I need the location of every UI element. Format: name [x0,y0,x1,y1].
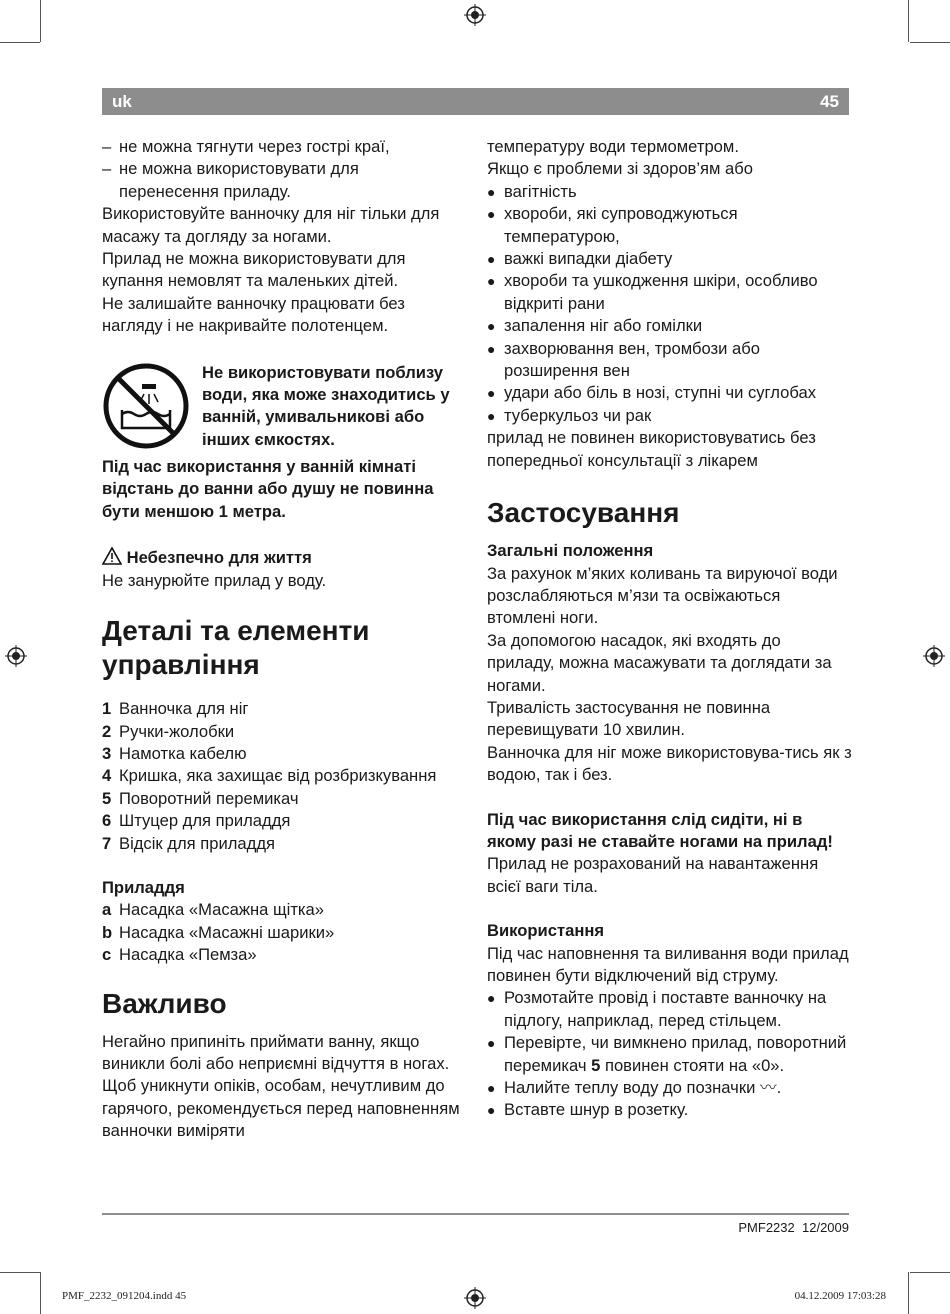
crop-mark [908,0,909,42]
list-item: 4 Кришка, яка захищає від розбризкування [102,766,437,786]
footer-model: PMF2232 12/2009 [738,1220,849,1235]
danger-body: Не занурюйте прилад у воду. [102,570,327,590]
paragraph: Використовуйте ванночку для ніг тільки для масажу та догляду за ногами. [102,204,440,246]
list-item: ● вагітність [487,181,577,201]
registration-mark-icon [923,645,945,667]
accessories-heading: Приладдя [102,877,185,897]
paragraph: Якщо є проблеми зі здоров’ям або [487,159,754,179]
footer-rule [102,1213,849,1215]
list-item: ● Розмотайте провід і поставте ванночку на підлогу, наприклад, перед стільцем. [487,988,827,1030]
right-column [487,136,852,1122]
left-column [102,136,462,1143]
list-item: c Насадка «Пемза» [102,945,257,965]
paragraph: температуру води термометром. [487,137,739,156]
paragraph: Щоб уникнути опіків, особам, нечутливим до гарячого, рекомендується перед наповненням ванночки виміряти [102,1076,460,1141]
paragraph: Прилад не розрахований на навантаження всієї ваги тіла. [487,854,819,896]
danger-title: Небезпечно для життя [102,547,462,569]
registration-mark-icon [5,645,27,667]
crop-mark [910,42,950,43]
important-heading: Важливо [102,987,227,1019]
list-item: ● туберкульоз чи рак [487,405,652,425]
list-item: ● хвороби, які супроводжуються температурою, [487,204,738,246]
paragraph: Під час наповнення та виливання води прилад повинен бути відключений від струму. [487,943,849,985]
paragraph: За рахунок м’яких коливань та вируючої води розслабляються м’язи та освіжаються втомлені ноги. [487,563,838,628]
list-item: 7 Відсік для приладдя [102,833,275,853]
water-warning-title: Не використовувати поблизу води, яка може знаходитись у ванній, умивальникові або інших ємкостях. [202,362,450,449]
list-item: ● Налийте теплу воду до позначки 〰. [487,1078,782,1098]
usage-heading: Застосування [487,497,680,529]
registration-mark-icon [464,4,486,26]
general-heading: Загальні положення [487,541,654,561]
list-item: – не можна тягнути через гострі краї, [102,137,390,156]
crop-mark [0,1272,40,1273]
no-water-icon [102,362,202,456]
water-mark-icon: 〰. [759,1078,782,1098]
paragraph: Тривалість застосування не повинна перевищувати 10 хвилин. [487,697,771,740]
water-warning-body: Під час використання у ванній кімнаті відстань до ванни або душу не повинна бути меншою 1 метра. [102,457,434,521]
list-item: 3 Намотка кабелю [102,743,247,763]
imprint-file: PMF_2232_091204.indd 45 [62,1290,187,1302]
list-item: ● важкі випадки діабету [487,249,673,269]
paragraph: прилад не повинен використовуватись без попередньої консультації з лікарем [487,428,816,470]
sit-warning: Під час використання слід сидіти, ні в якому разі не ставайте ногами на прилад! [487,809,833,851]
water-warning [102,362,462,456]
list-item: 6 Штуцер для приладдя [102,811,291,831]
list-item: ● запалення ніг або гомілки [487,316,703,336]
paragraph: Не залишайте ванночку працювати без нагляду і не накривайте полотенцем. [102,293,405,336]
page-header [102,88,849,115]
use-heading: Використання [487,921,605,941]
crop-mark [910,1272,950,1273]
list-item: 5 Поворотний перемикач [102,788,299,808]
paragraph: Ванночка для ніг може використовува-тись як з водою, так і без. [487,742,852,785]
list-item: ● хвороби та ушкодження шкіри, особливо відкриті рани [487,271,818,313]
list-item: ● захворювання вен, тромбози або розширення вен [487,338,760,381]
crop-mark [40,0,41,42]
paragraph: Прилад не можна використовувати для купання немовлят та маленьких дітей. [102,249,406,291]
warning-triangle-icon [102,547,122,565]
list-item: b Насадка «Масажні шарики» [102,922,335,942]
imprint-timestamp: 04.12.2009 17:03:28 [794,1290,886,1302]
paragraph: Негайно припиніть приймати ванну, якщо виникли болі або неприємні відчуття в ногах. [102,1031,450,1073]
list-item: 1 Ванночка для ніг [102,699,249,719]
parts-heading: Деталі та елементи управління [102,615,370,681]
list-item: a Насадка «Масажна щітка» [102,900,324,920]
crop-mark [40,1272,41,1314]
list-item: 2 Ручки-жолобки [102,721,235,741]
list-item: ● Перевірте, чи вимкнено прилад, поворотний перемикач 5 повинен стояти на «0». [487,1033,847,1075]
list-item: ● удари або біль в нозі, ступні чи суглобах [487,383,816,403]
language-code: uk [112,91,132,111]
list-item: ● Вставте шнур в розетку. [487,1100,689,1120]
crop-mark [0,42,40,43]
page-number: 45 [820,91,839,111]
list-item: – не можна використовувати для перенесення приладу. [102,159,359,201]
paragraph: За допомогою насадок, які входять до приладу, можна масажувати та доглядати за ногами. [487,630,832,695]
registration-mark-icon [464,1287,486,1309]
crop-mark [908,1272,909,1314]
